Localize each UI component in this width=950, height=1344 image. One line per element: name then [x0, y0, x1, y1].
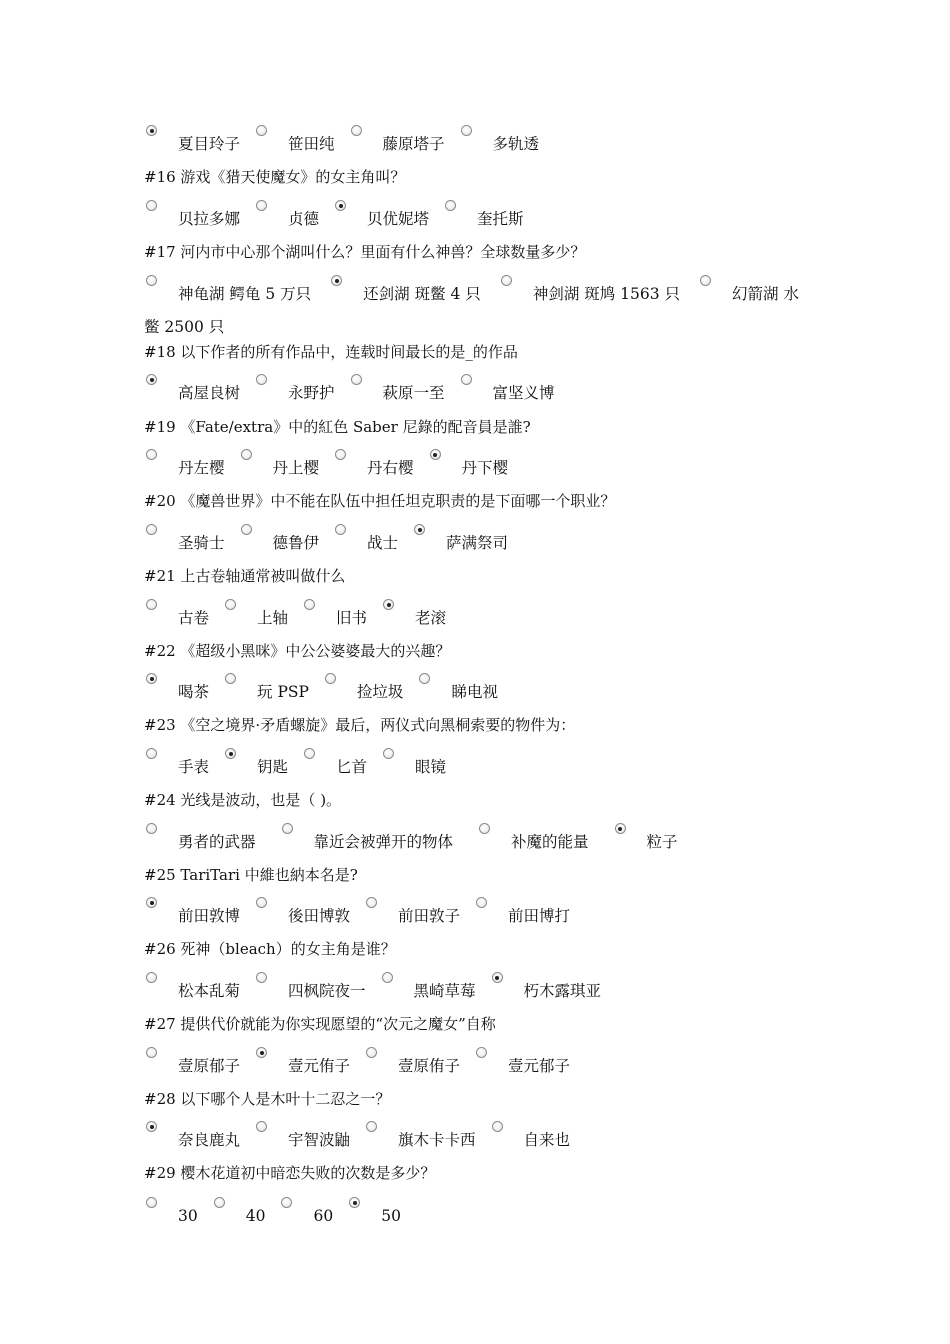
radio-unselected-icon[interactable] [146, 748, 157, 759]
option-label: 松本乱菊 [178, 982, 241, 1000]
radio-unselected-icon[interactable] [700, 275, 711, 286]
radio-selected-icon[interactable] [146, 897, 157, 908]
option-label: 旧书 [336, 609, 368, 627]
q20-option-1[interactable] [144, 532, 225, 554]
question-18: #18 以下作者的所有作品中，连载时间最长的是_的作品 [144, 343, 518, 361]
radio-unselected-icon[interactable] [282, 823, 293, 834]
option-label: 壹元郁子 [508, 1057, 571, 1075]
q27-option-4[interactable] [474, 1055, 570, 1077]
q25-option-1[interactable] [144, 905, 240, 927]
option-label: 前田敦子 [398, 907, 461, 925]
radio-selected-icon[interactable] [492, 972, 503, 983]
q26-option-1[interactable] [144, 980, 240, 1002]
q16-option-3[interactable] [333, 208, 429, 230]
q25-option-3[interactable] [364, 905, 460, 927]
option-label: 自来也 [523, 1131, 571, 1149]
question-22: #22 《超级小黑咪》中公公婆婆最大的兴趣？ [144, 642, 451, 660]
q29-option-2[interactable] [212, 1205, 266, 1227]
option-label: 捡垃圾 [356, 683, 404, 701]
q27-option-1[interactable] [144, 1055, 240, 1077]
option-label: 萨满祭司 [446, 534, 509, 552]
radio-selected-icon[interactable] [146, 673, 157, 684]
q23-option-4[interactable] [381, 756, 446, 778]
radio-unselected-icon[interactable] [146, 1197, 157, 1208]
q22-option-2[interactable] [223, 681, 309, 703]
option-label: 奎托斯 [477, 210, 524, 228]
option-label: 战士 [367, 534, 399, 552]
radio-unselected-icon[interactable] [492, 1121, 503, 1132]
radio-unselected-icon[interactable] [366, 897, 377, 908]
q22-options [144, 681, 512, 703]
q16-option-2[interactable] [254, 208, 319, 230]
radio-unselected-icon[interactable] [445, 200, 456, 211]
radio-unselected-icon[interactable] [225, 673, 236, 684]
q15-option-3[interactable] [349, 133, 445, 155]
question-29: #29 樱木花道初中暗恋失败的次数是多少？ [144, 1164, 436, 1182]
option-label: 笹田纯 [288, 135, 335, 153]
q15-option-4[interactable] [459, 133, 540, 155]
q17-option-2[interactable] [329, 283, 481, 305]
q15-option-1[interactable] [144, 133, 240, 155]
option-label: 30 [178, 1207, 198, 1225]
q17-options [144, 283, 817, 305]
question-25: #25 TariTari 中維也納本名是? [144, 866, 358, 884]
option-label: 高屋良树 [178, 384, 241, 402]
option-label: 幻箭湖 水 [732, 285, 799, 303]
q17-option-4[interactable] [698, 283, 799, 305]
option-label: 玩 PSP [257, 683, 309, 701]
radio-unselected-icon[interactable] [335, 524, 346, 535]
q23-option-2[interactable] [223, 756, 288, 778]
option-label: 贞德 [288, 210, 320, 228]
q26-option-3[interactable] [380, 980, 476, 1002]
q27-options [144, 1055, 584, 1077]
option-label: 靠近会被弹开的物体 [313, 833, 454, 851]
radio-unselected-icon[interactable] [304, 599, 315, 610]
q21-options [144, 607, 460, 629]
option-label: 永野护 [288, 384, 335, 402]
option-label: 老滚 [415, 609, 447, 627]
radio-unselected-icon[interactable] [146, 449, 157, 460]
option-label: 後田博敦 [288, 907, 351, 925]
q23-option-3[interactable] [302, 756, 367, 778]
q17-option-3[interactable] [499, 283, 680, 305]
radio-selected-icon[interactable] [225, 748, 236, 759]
radio-selected-icon[interactable] [615, 823, 626, 834]
radio-selected-icon[interactable] [146, 374, 157, 385]
q20-option-2[interactable] [239, 532, 320, 554]
radio-unselected-icon[interactable] [225, 599, 236, 610]
option-label: 贝优妮塔 [367, 210, 430, 228]
question-28: #28 以下哪个人是木叶十二忍之一？ [144, 1090, 391, 1108]
radio-unselected-icon[interactable] [501, 275, 512, 286]
q21-option-4[interactable] [381, 607, 446, 629]
option-label: 壹元侑子 [288, 1057, 351, 1075]
option-label: 德鲁伊 [272, 534, 320, 552]
radio-selected-icon[interactable] [383, 599, 394, 610]
q28-option-2[interactable] [254, 1129, 350, 1151]
radio-selected-icon[interactable] [335, 200, 346, 211]
q24-option-3[interactable] [477, 831, 589, 853]
question-27: #27 提供代价就能为你实现愿望的“次元之魔女”自称 [144, 1015, 496, 1033]
radio-unselected-icon[interactable] [146, 275, 157, 286]
option-label: 眼镜 [415, 758, 447, 776]
radio-unselected-icon[interactable] [256, 1121, 267, 1132]
q27-option-2[interactable] [254, 1055, 350, 1077]
radio-unselected-icon[interactable] [366, 1047, 377, 1058]
radio-unselected-icon[interactable] [382, 972, 393, 983]
q22-option-1[interactable] [144, 681, 209, 703]
option-label: 勇者的武器 [178, 833, 256, 851]
q21-option-2[interactable] [223, 607, 288, 629]
option-label: 匕首 [336, 758, 368, 776]
radio-unselected-icon[interactable] [335, 449, 346, 460]
option-label: 黑崎草莓 [413, 982, 476, 1000]
radio-selected-icon[interactable] [414, 524, 425, 535]
question-26: #26 死神（bleach）的女主角是谁？ [144, 940, 396, 958]
radio-unselected-icon[interactable] [256, 374, 267, 385]
option-label: 丹上樱 [272, 459, 320, 477]
radio-selected-icon[interactable] [256, 1047, 267, 1058]
q18-option-2[interactable] [254, 382, 335, 404]
q26-option-4[interactable] [490, 980, 602, 1002]
radio-unselected-icon[interactable] [476, 1047, 487, 1058]
q29-options [144, 1205, 415, 1227]
q20-option-3[interactable] [333, 532, 398, 554]
radio-unselected-icon[interactable] [256, 972, 267, 983]
radio-unselected-icon[interactable] [304, 748, 315, 759]
option-label: 还剑湖 斑鳖 4 只 [363, 285, 481, 303]
q23-options [144, 756, 460, 778]
radio-unselected-icon[interactable] [146, 524, 157, 535]
q17-option-continuation: 鳖 2500 只 [144, 318, 225, 336]
radio-unselected-icon[interactable] [146, 1047, 157, 1058]
q16-options [144, 208, 538, 230]
option-label: 补魔的能量 [511, 833, 589, 851]
q16-option-4[interactable] [443, 208, 524, 230]
q28-options [144, 1129, 584, 1151]
q18-option-1[interactable] [144, 382, 240, 404]
question-19: #19 《Fate/extra》中的紅色 Saber 尼錄的配音員是誰? [144, 418, 531, 436]
option-label: 多轨透 [492, 135, 540, 153]
q22-option-4[interactable] [417, 681, 498, 703]
q24-option-1[interactable] [144, 831, 256, 853]
option-label: 神龟湖 鳄龟 5 万只 [178, 285, 312, 303]
question-16: #16 游戏《猎天使魔女》的女主角叫？ [144, 168, 406, 186]
question-21: #21 上古卷轴通常被叫做什么 [144, 567, 346, 585]
radio-unselected-icon[interactable] [241, 524, 252, 535]
option-label: 丹左樱 [178, 459, 225, 477]
q29-option-3[interactable] [279, 1205, 333, 1227]
radio-unselected-icon[interactable] [214, 1197, 225, 1208]
option-label: 富坚义博 [492, 384, 555, 402]
option-label: 壹原郁子 [178, 1057, 241, 1075]
radio-unselected-icon[interactable] [256, 200, 267, 211]
option-label: 藤原塔子 [382, 135, 445, 153]
q19-option-1[interactable] [144, 457, 225, 479]
option-label: 萩原一至 [382, 384, 445, 402]
radio-unselected-icon[interactable] [146, 200, 157, 211]
radio-unselected-icon[interactable] [281, 1197, 292, 1208]
q18-options [144, 382, 569, 404]
q15-options [144, 133, 553, 155]
radio-unselected-icon[interactable] [476, 897, 487, 908]
q15-option-2[interactable] [254, 133, 335, 155]
radio-unselected-icon[interactable] [366, 1121, 377, 1132]
option-label: 睇电视 [451, 683, 498, 701]
radio-unselected-icon[interactable] [241, 449, 252, 460]
q25-option-4[interactable] [474, 905, 570, 927]
q28-option-1[interactable] [144, 1129, 240, 1151]
radio-selected-icon[interactable] [331, 275, 342, 286]
q23-option-1[interactable] [144, 756, 209, 778]
option-label: 旗木卡卡西 [398, 1131, 476, 1149]
radio-unselected-icon[interactable] [146, 972, 157, 983]
q20-options [144, 532, 522, 554]
option-label: 圣骑士 [178, 534, 225, 552]
q28-option-3[interactable] [364, 1129, 476, 1151]
option-label: 神剑湖 斑鸠 1563 只 [532, 285, 681, 303]
q21-option-1[interactable] [144, 607, 209, 629]
radio-selected-icon[interactable] [349, 1197, 360, 1208]
q26-option-2[interactable] [254, 980, 366, 1002]
radio-unselected-icon[interactable] [461, 125, 472, 136]
option-label: 朽木露琪亚 [523, 982, 602, 1000]
radio-unselected-icon[interactable] [146, 599, 157, 610]
q17-option-1[interactable] [144, 283, 311, 305]
q19-option-2[interactable] [239, 457, 320, 479]
q28-option-4[interactable] [490, 1129, 571, 1151]
q22-option-3[interactable] [323, 681, 404, 703]
q18-option-4[interactable] [459, 382, 555, 404]
radio-unselected-icon[interactable] [351, 125, 362, 136]
q24-option-2[interactable] [280, 831, 454, 853]
option-label: 贝拉多娜 [178, 210, 241, 228]
radio-unselected-icon[interactable] [256, 125, 267, 136]
question-20: #20 《魔兽世界》中不能在队伍中担任坦克职责的是下面哪一个职业？ [144, 492, 616, 510]
option-label: 四枫院夜一 [288, 982, 366, 1000]
q19-option-4[interactable] [428, 457, 509, 479]
option-label: 壹原侑子 [398, 1057, 461, 1075]
q19-options [144, 457, 522, 479]
option-label: 40 [245, 1207, 266, 1225]
q27-option-3[interactable] [364, 1055, 460, 1077]
question-24: #24 光线是波动，也是（ )。 [144, 791, 342, 809]
q20-option-4[interactable] [412, 532, 508, 554]
option-label: 上轴 [257, 609, 289, 627]
radio-unselected-icon[interactable] [325, 673, 336, 684]
option-label: 宇智波鼬 [288, 1131, 351, 1149]
q25-options [144, 905, 584, 927]
q21-option-3[interactable] [302, 607, 367, 629]
radio-selected-icon[interactable] [146, 1121, 157, 1132]
radio-unselected-icon[interactable] [351, 374, 362, 385]
option-label: 粒子 [646, 833, 678, 851]
q29-option-1[interactable] [144, 1205, 198, 1227]
q19-option-3[interactable] [333, 457, 414, 479]
option-label: 钥匙 [257, 758, 289, 776]
option-label: 古卷 [178, 609, 210, 627]
option-label: 60 [313, 1207, 334, 1225]
radio-unselected-icon[interactable] [479, 823, 490, 834]
option-label: 丹右樱 [367, 459, 414, 477]
radio-unselected-icon[interactable] [461, 374, 472, 385]
radio-selected-icon[interactable] [146, 125, 157, 136]
option-label: 夏目玲子 [178, 135, 241, 153]
q24-options [144, 831, 702, 853]
q16-option-1[interactable] [144, 208, 240, 230]
radio-unselected-icon[interactable] [419, 673, 430, 684]
radio-unselected-icon[interactable] [256, 897, 267, 908]
option-label: 丹下樱 [461, 459, 509, 477]
q24-option-4[interactable] [613, 831, 678, 853]
option-label: 奈良鹿丸 [178, 1131, 241, 1149]
option-label: 50 [381, 1207, 401, 1225]
option-label: 喝茶 [178, 683, 210, 701]
radio-unselected-icon[interactable] [383, 748, 394, 759]
radio-selected-icon[interactable] [430, 449, 441, 460]
q18-option-3[interactable] [349, 382, 445, 404]
q25-option-2[interactable] [254, 905, 350, 927]
question-17: #17 河内市中心那个湖叫什么？里面有什么神兽？全球数量多少？ [144, 243, 586, 261]
radio-unselected-icon[interactable] [146, 823, 157, 834]
option-label: 手表 [178, 758, 210, 776]
question-23: #23 《空之境界·矛盾螺旋》最后，两仪式向黑桐索要的物件为： [144, 716, 576, 734]
option-label: 前田博打 [508, 907, 571, 925]
option-label: 前田敦博 [178, 907, 241, 925]
q26-options [144, 980, 615, 1002]
q29-option-4[interactable] [347, 1205, 401, 1227]
